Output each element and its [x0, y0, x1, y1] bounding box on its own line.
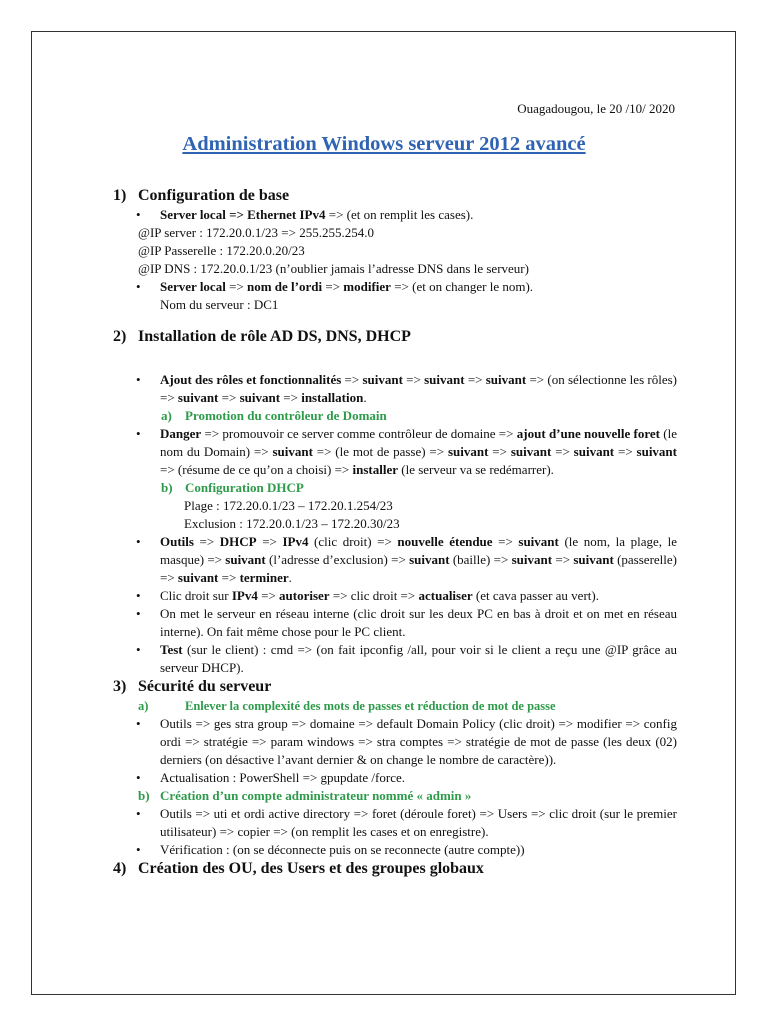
subsection-heading: b) Création d’un compte administrateur nommé « admin »: [138, 788, 472, 803]
list-item: • Vérification : (on se déconnecte puis on se reconnecte (autre compte)): [113, 841, 677, 859]
list-item: • Outils => uti et ordi active directory => foret (déroule foret) => Users => clic droit (sur le premier utilisateur) => copier => (on remplit les cases et on enregistre).: [113, 805, 677, 841]
section-heading-3: 3) Sécurité du serveur: [113, 678, 272, 695]
list-item: • Outils => DHCP => IPv4 (clic droit) => nouvelle étendue => suivant (le nom, la plage, le masque) => suivant (l’adresse d’exclusion) => suivant (baille) => suivant => suivant (passerelle) => suivant => terminer.: [113, 533, 677, 587]
dhcp-exclusion-line: Exclusion : 172.20.0.1/23 – 172.20.30/23: [184, 516, 400, 531]
server-name-line: Nom du serveur : DC1: [160, 297, 279, 312]
list-item: • On met le serveur en réseau interne (clic droit sur les deux PC en bas à droit et on met en réseau interne). On fait même chose pour le PC client.: [113, 605, 677, 641]
list-item: • Ajout des rôles et fonctionnalités => suivant => suivant => suivant => (on sélectionne les rôles) => suivant => suivant => installation.: [113, 371, 677, 407]
subsection-heading: a) Promotion du contrôleur de Domain: [161, 408, 387, 423]
section-heading-4: 4) Création des OU, des Users et des groupes globaux: [113, 860, 484, 877]
ip-gateway-line: @IP Passerelle : 172.20.0.20/23: [138, 243, 305, 258]
document-body: [113, 186, 677, 879]
list-item: • Server local => nom de l’ordi => modifier => (et on changer le nom).: [113, 278, 677, 296]
subsection-heading: a) Enlever la complexité des mots de passes et réduction de mot de passe: [138, 699, 556, 713]
ip-dns-line: @IP DNS : 172.20.0.1/23 (n’oublier jamais l’adresse DNS dans le serveur): [138, 261, 529, 276]
document-title: Administration Windows serveur 2012 avancé: [182, 133, 586, 155]
ip-server-line: @IP server : 172.20.0.1/23 => 255.255.254.0: [138, 225, 374, 240]
list-item: • Server local => Ethernet IPv4 => (et on remplit les cases).: [113, 206, 677, 224]
dhcp-range-line: Plage : 172.20.0.1/23 – 172.20.1.254/23: [184, 498, 393, 513]
section-heading-2: 2) Installation de rôle AD DS, DNS, DHCP: [113, 328, 411, 345]
subsection-heading: b) Configuration DHCP: [161, 480, 304, 495]
section-heading-1: 1) Configuration de base: [113, 187, 290, 204]
list-item: • Clic droit sur IPv4 => autoriser => clic droit => actualiser (et cava passer au vert).: [113, 587, 677, 605]
list-item: • Outils => ges stra group => domaine => default Domain Policy (clic droit) => modifier => config ordi => stratégie => param windows => stra comptes => stratégie de mot de passe (les deux (02) derniers (on désactive l’avant dernier & on change le nombre de caractère)).: [113, 715, 677, 769]
list-item: • Test (sur le client) : cmd => (on fait ipconfig /all, pour voir si le client a reçu une @IP grâce au serveur DHCP).: [113, 641, 677, 677]
list-item: • Danger => promouvoir ce server comme contrôleur de domaine => ajout d’une nouvelle foret (le nom du Domain) => suivant => (le mot de passe) => suivant => suivant => suivant => suivant => (résume de ce qu’on a choisi) => installer (le serveur va se redémarrer).: [113, 425, 677, 479]
list-item: • Actualisation : PowerShell => gpupdate /force.: [113, 769, 677, 787]
document-date: Ouagadougou, le 20 /10/ 2020: [517, 101, 675, 116]
